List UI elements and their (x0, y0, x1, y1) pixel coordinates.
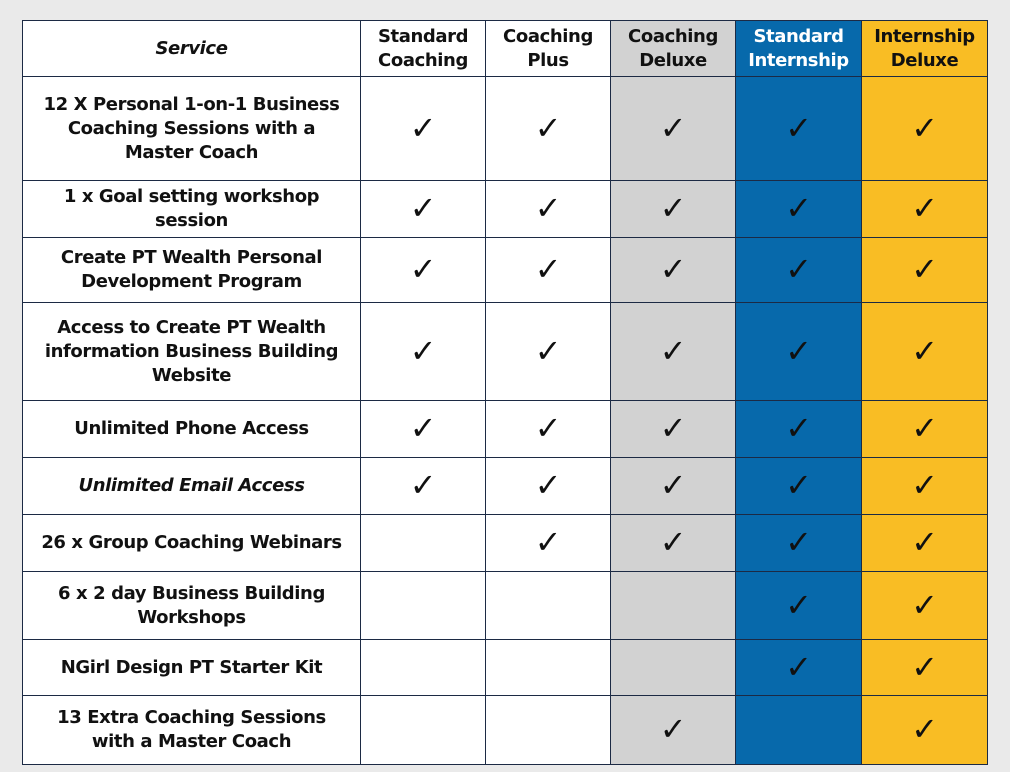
plan-cell-internship-deluxe (862, 458, 988, 515)
service-name-cell: 12 X Personal 1-on-1 Business Coaching Sessions with a Master Coach (23, 77, 361, 181)
service-name-cell: 26 x Group Coaching Webinars (23, 515, 361, 572)
plan-cell-coaching-plus (486, 458, 611, 515)
check-icon: ✓ (409, 189, 437, 227)
table-body (23, 77, 988, 765)
plan-cell-standard-coaching (361, 77, 486, 181)
table-row (23, 572, 988, 640)
check-icon: ✓ (534, 250, 562, 288)
plan-cell-internship-deluxe (862, 572, 988, 640)
check-icon: ✓ (659, 250, 687, 288)
check-icon: ✓ (785, 647, 812, 686)
plan-header-line: Deluxe (639, 49, 707, 71)
table-row (23, 458, 988, 515)
service-name-cell: NGirl Design PT Starter Kit (23, 640, 361, 696)
table-row (23, 77, 988, 181)
plan-cell-coaching-deluxe (611, 640, 736, 696)
check-icon: ✓ (911, 331, 938, 370)
plan-cell-standard-coaching (361, 458, 486, 515)
table-row (23, 303, 988, 401)
plan-header-coaching-deluxe (611, 21, 736, 77)
plan-cell-standard-internship (736, 181, 862, 238)
plan-cell-coaching-deluxe (611, 572, 736, 640)
plan-cell-standard-internship (736, 696, 862, 765)
check-icon: ✓ (911, 585, 938, 624)
service-column-header: Service (23, 21, 361, 77)
plan-header-line: Standard (377, 25, 469, 47)
plan-header-line: Internship (748, 49, 849, 71)
check-icon: ✓ (911, 647, 938, 686)
plan-cell-standard-coaching (361, 640, 486, 696)
plan-cell-internship-deluxe (862, 696, 988, 765)
table-row (23, 181, 988, 238)
check-icon: ✓ (409, 331, 437, 370)
table-row (23, 515, 988, 572)
plan-cell-coaching-deluxe (611, 458, 736, 515)
check-icon: ✓ (534, 523, 562, 561)
table-row (23, 696, 988, 765)
table-row (23, 640, 988, 696)
check-icon: ✓ (911, 523, 938, 561)
plan-cell-coaching-deluxe (611, 181, 736, 238)
table-row (23, 401, 988, 458)
check-icon: ✓ (785, 250, 812, 288)
check-icon: ✓ (534, 189, 562, 227)
plan-cell-standard-coaching (361, 696, 486, 765)
check-icon: ✓ (785, 189, 812, 227)
plan-cell-standard-coaching (361, 401, 486, 458)
service-name-cell: Create PT Wealth Personal Development Program (23, 238, 361, 303)
plan-cell-internship-deluxe (862, 238, 988, 303)
plan-cell-standard-internship (736, 515, 862, 572)
plan-cell-standard-internship (736, 238, 862, 303)
plan-cell-standard-internship (736, 458, 862, 515)
service-name-cell: 13 Extra Coaching Sessions with a Master Coach (23, 696, 361, 765)
plan-cell-coaching-plus (486, 401, 611, 458)
plan-cell-internship-deluxe (862, 303, 988, 401)
check-icon: ✓ (911, 409, 938, 447)
check-icon: ✓ (785, 523, 812, 561)
check-icon: ✓ (534, 409, 562, 447)
plan-header-line: Coaching (378, 49, 468, 71)
service-name-cell: Access to Create PT Wealth information Business Building Website (23, 303, 361, 401)
table-row (23, 238, 988, 303)
plan-header-standard-coaching (361, 21, 486, 77)
plan-cell-coaching-deluxe (611, 515, 736, 572)
check-icon: ✓ (534, 331, 562, 370)
plan-cell-coaching-plus (486, 77, 611, 181)
plan-cell-standard-coaching (361, 238, 486, 303)
check-icon: ✓ (785, 108, 812, 147)
check-icon: ✓ (409, 250, 437, 288)
check-icon: ✓ (534, 466, 562, 504)
check-icon: ✓ (659, 189, 687, 227)
check-icon: ✓ (409, 409, 437, 447)
plan-cell-coaching-deluxe (611, 77, 736, 181)
plan-cell-standard-coaching (361, 515, 486, 572)
check-icon: ✓ (409, 108, 437, 147)
check-icon: ✓ (785, 331, 812, 370)
service-name-cell: Unlimited Email Access (23, 458, 361, 515)
plan-cell-standard-internship (736, 77, 862, 181)
plan-cell-coaching-plus (486, 238, 611, 303)
plan-cell-coaching-plus (486, 181, 611, 238)
plan-cell-coaching-deluxe (611, 238, 736, 303)
check-icon: ✓ (409, 466, 437, 504)
plan-header-line: Plus (527, 49, 569, 71)
plan-cell-coaching-plus (486, 640, 611, 696)
check-icon: ✓ (659, 108, 687, 147)
check-icon: ✓ (659, 466, 687, 504)
plan-cell-standard-internship (736, 303, 862, 401)
plan-cell-coaching-plus (486, 572, 611, 640)
check-icon: ✓ (911, 710, 938, 748)
check-icon: ✓ (911, 466, 938, 504)
check-icon: ✓ (785, 466, 812, 504)
plan-cell-standard-coaching (361, 572, 486, 640)
plan-cell-coaching-plus (486, 515, 611, 572)
plan-cell-standard-coaching (361, 303, 486, 401)
check-icon: ✓ (659, 409, 687, 447)
service-comparison-table (22, 20, 988, 765)
plan-cell-internship-deluxe (862, 640, 988, 696)
service-name-cell: Unlimited Phone Access (23, 401, 361, 458)
plan-cell-coaching-plus (486, 696, 611, 765)
plan-header-standard-internship (736, 21, 862, 77)
comparison-table-wrapper (22, 20, 987, 764)
plan-header-line: Standard (753, 25, 844, 47)
check-icon: ✓ (659, 523, 687, 561)
service-name-cell: 1 x Goal setting workshop session (23, 181, 361, 238)
header-row (23, 21, 988, 77)
check-icon: ✓ (785, 409, 812, 447)
check-icon: ✓ (659, 710, 687, 748)
plan-cell-standard-internship (736, 640, 862, 696)
check-icon: ✓ (911, 108, 938, 147)
check-icon: ✓ (659, 331, 687, 370)
plan-cell-internship-deluxe (862, 401, 988, 458)
plan-cell-standard-coaching (361, 181, 486, 238)
plan-cell-coaching-deluxe (611, 696, 736, 765)
plan-header-coaching-plus (486, 21, 611, 77)
plan-header-internship-deluxe (862, 21, 988, 77)
service-name-cell: 6 x 2 day Business Building Workshops (23, 572, 361, 640)
plan-cell-coaching-deluxe (611, 303, 736, 401)
check-icon: ✓ (911, 250, 938, 288)
plan-cell-internship-deluxe (862, 77, 988, 181)
plan-header-line: Deluxe (890, 49, 959, 71)
plan-cell-coaching-deluxe (611, 401, 736, 458)
plan-cell-internship-deluxe (862, 181, 988, 238)
check-icon: ✓ (785, 585, 812, 624)
plan-cell-internship-deluxe (862, 515, 988, 572)
plan-cell-standard-internship (736, 401, 862, 458)
check-icon: ✓ (911, 189, 938, 227)
plan-header-line: Internship (874, 25, 975, 47)
plan-cell-coaching-plus (486, 303, 611, 401)
plan-header-line: Coaching (503, 25, 593, 47)
check-icon: ✓ (534, 108, 562, 147)
plan-cell-standard-internship (736, 572, 862, 640)
plan-header-line: Coaching (628, 25, 718, 47)
